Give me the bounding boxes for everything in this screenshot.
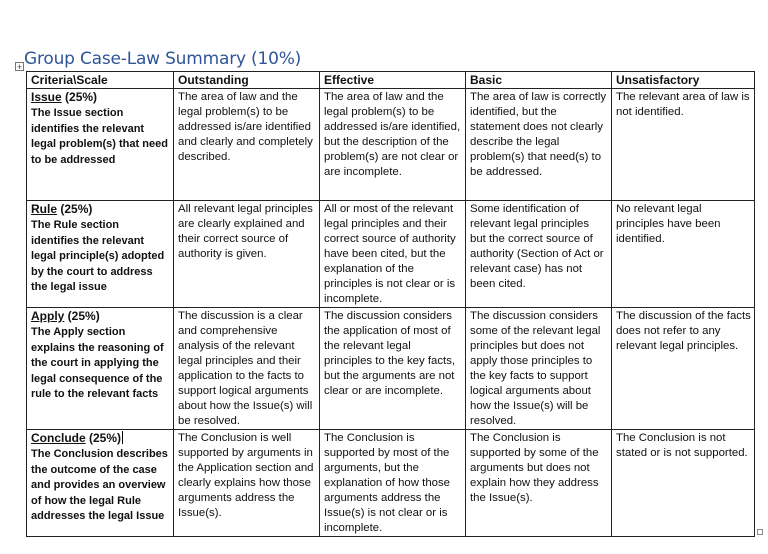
table-resize-handle[interactable]	[757, 529, 763, 535]
criteria-cell[interactable]	[27, 308, 174, 430]
header-outstanding: Outstanding	[174, 72, 320, 89]
cell-unsatisfactory[interactable]: The discussion of the facts does not refer to any relevant legal principles.	[612, 308, 755, 430]
criteria-description: The Conclusion describes the outcome of the case and provides an overview of how the legal Rule addresses the legal Issue	[31, 448, 168, 522]
cell-basic[interactable]: The Conclusion is supported by some of the arguments but does not explain how they address the Issue(s).	[466, 430, 612, 537]
criteria-name: Apply	[31, 309, 65, 323]
cell-effective[interactable]: The area of law and the legal problem(s) to be addressed is/are identified, but the description of the problem(s) are not clear or are incomplete.	[320, 89, 466, 201]
cell-unsatisfactory[interactable]: The Conclusion is not stated or is not supported.	[612, 430, 755, 537]
criteria-weight: (25%)	[85, 431, 122, 445]
header-basic: Basic	[466, 72, 612, 89]
cell-effective[interactable]: The Conclusion is supported by most of the arguments, but the explanation of how those arguments address the Issue(s) is not clear or is incomplete.	[320, 430, 466, 537]
table-row-issue	[27, 89, 755, 201]
cell-effective[interactable]: The discussion considers the application of most of the relevant legal principles to the key facts, but the arguments are not clear or are incomplete.	[320, 308, 466, 430]
criteria-description: The Issue section identifies the relevant legal problem(s) that need to be addressed	[31, 107, 168, 166]
cell-basic[interactable]: Some identification of relevant legal principles but the correct source of authority (Section of Act or relevant case) has not been cited.	[466, 201, 612, 308]
cell-outstanding[interactable]: All relevant legal principles are clearly explained and their correct source of authority is given.	[174, 201, 320, 308]
table-row-conclude	[27, 430, 755, 537]
document-title: Group Case-Law Summary (10%)	[24, 49, 302, 69]
criteria-weight: (25%)	[64, 309, 100, 323]
cell-unsatisfactory[interactable]: No relevant legal principles have been identified.	[612, 201, 755, 308]
cell-unsatisfactory[interactable]: The relevant area of law is not identified.	[612, 89, 755, 201]
criteria-name: Conclude	[31, 431, 86, 445]
table-header-row	[27, 72, 755, 89]
rubric-table	[26, 71, 755, 537]
criteria-name: Rule	[31, 202, 58, 216]
header-effective: Effective	[320, 72, 466, 89]
header-criteria: Criteria\Scale	[27, 72, 174, 89]
text-cursor	[122, 431, 123, 444]
criteria-description: The Apply section explains the reasoning of the court in applying the legal consequence of the rule to the relevant facts	[31, 326, 164, 400]
criteria-cell[interactable]	[27, 89, 174, 201]
criteria-weight: (25%)	[57, 202, 93, 216]
cell-basic[interactable]: The discussion considers some of the relevant legal principles but does not apply those principles to the key facts to support logical arguments about how the Issue(s) will be resolved.	[466, 308, 612, 430]
cell-basic[interactable]: The area of law is correctly identified, but the statement does not clearly describe the legal problem(s) that need(s) to be addressed.	[466, 89, 612, 201]
criteria-description: The Rule section identifies the relevant legal principle(s) adopted by the court to address the legal issue	[31, 219, 165, 293]
criteria-name: Issue	[31, 90, 62, 104]
criteria-cell[interactable]	[27, 430, 174, 537]
table-row-rule	[27, 201, 755, 308]
cell-outstanding[interactable]: The area of law and the legal problem(s) to be addressed is/are identified and clearly and completely described.	[174, 89, 320, 201]
cell-outstanding[interactable]: The discussion is a clear and comprehensive analysis of the relevant legal principles and their application to the facts to support logical arguments about how the Issue(s) will be resolved.	[174, 308, 320, 430]
header-unsatisfactory: Unsatisfactory	[612, 72, 755, 89]
criteria-weight: (25%)	[61, 90, 98, 104]
table-row-apply	[27, 308, 755, 430]
criteria-cell[interactable]	[27, 201, 174, 308]
table-move-handle-icon[interactable]: +	[16, 62, 23, 72]
cell-outstanding[interactable]: The Conclusion is well supported by arguments in the Application section and clearly explains how those arguments address the Issue(s).	[174, 430, 320, 537]
cell-effective[interactable]: All or most of the relevant legal principles and their correct source of authority have been cited, but the explanation of the principles is not clear or is incomplete.	[320, 201, 466, 308]
